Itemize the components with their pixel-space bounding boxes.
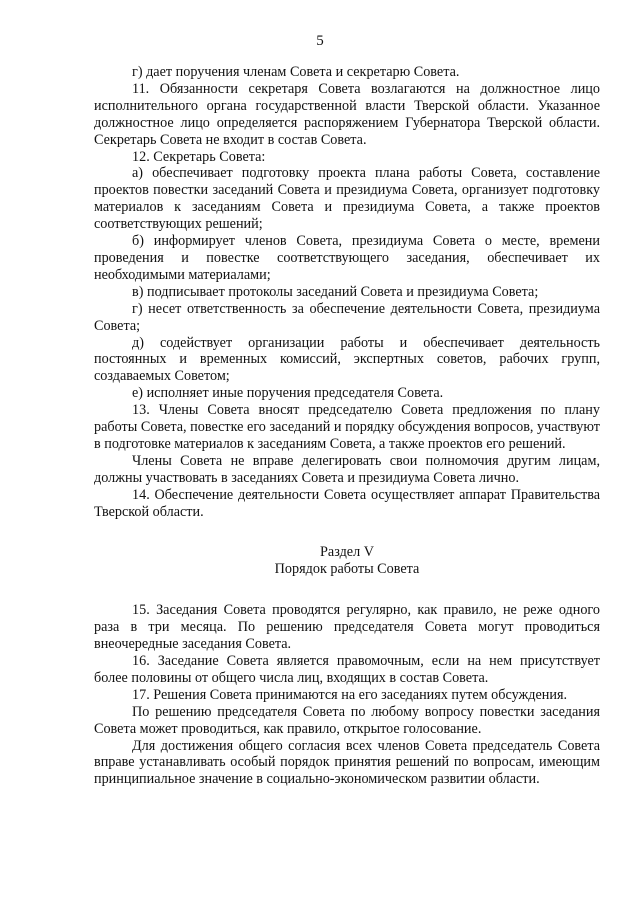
paragraph-12-g: г) несет ответственность за обеспечение деятельности Совета, президиума Совета; xyxy=(94,300,600,334)
page-number: 5 xyxy=(316,33,324,49)
paragraph-17-voting: По решению председателя Совета по любому вопросу повестки заседания Совета может проводиться, как правило, открытое голосование. xyxy=(94,703,600,737)
paragraph-16-quorum: 16. Заседание Совета является правомочным, если на нем присутствует более половины от общего числа лиц, входящих в состав Совета. xyxy=(94,653,600,686)
paragraph-12-a: а) обеспечивает подготовку проекта плана работы Совета, составление проектов повестки заседаний Совета и президиума Совета, организует подготовку материалов к заседаниям Совета и президиума Совета, а также проектов соответствующих решений; xyxy=(94,165,600,233)
paragraph-12-secretary: 12. Секретарь Совета: xyxy=(132,148,266,165)
paragraph-12-v: в) подписывает протоколы заседаний Совета и президиума Совета; xyxy=(132,283,539,300)
paragraph-13-members: 13. Члены Совета вносят председателю Совета предложения по плану работы Совета, повестке его заседаний и порядку обсуждения вопросов, участвуют в подготовке материалов к заседаниям Совета, а также проектов его решений. xyxy=(94,402,600,452)
section-label: Раздел V xyxy=(320,544,374,561)
paragraph-14-support: 14. Обеспечение деятельности Совета осуществляет аппарат Правительства Тверской области. xyxy=(94,486,600,520)
document-body xyxy=(94,64,600,788)
paragraph-17-decisions: 17. Решения Совета принимаются на его заседаниях путем обсуждения. xyxy=(132,686,568,703)
paragraph-15-meetings: 15. Заседания Совета проводятся регулярно, как правило, не реже одного раза в три месяца. По решению председателя Совета могут проводиться внеочередные заседания Совета. xyxy=(94,602,600,653)
paragraph-13-delegation: Члены Совета не вправе делегировать свои полномочия другим лицам, должны участвовать в заседаниях Совета и президиума Совета лично. xyxy=(94,452,600,486)
section-title: Порядок работы Совета xyxy=(274,561,420,578)
paragraph-12-b: б) информирует членов Совета, президиума Совета о месте, времени проведения и повестке соответствующего заседания, обеспечивает их необходимыми материалами; xyxy=(94,233,600,283)
paragraph-g-instructions: г) дает поручения членам Совета и секретарю Совета. xyxy=(132,64,460,80)
paragraph-12-e: е) исполняет иные поручения председателя Совета. xyxy=(132,385,444,402)
paragraph-17-consensus: Для достижения общего согласия всех членов Совета председатель Совета вправе устанавливать особый порядок принятия решений по вопросам, имеющим принципиальное значение в социально-экономическом развитии области. xyxy=(94,737,600,788)
paragraph-12-d: д) содействует организации работы и обеспечивает деятельность постоянных и временных комиссий, экспертных советов, рабочих групп, создаваемых Советом; xyxy=(94,334,600,385)
paragraph-11-secretary-duties: 11. Обязанности секретаря Совета возлагаются на должностное лицо исполнительного органа государственной власти Тверской области. Указанное должностное лицо определяется распоряжением Губернатора Тверской области. Секретарь Совета не входит в состав Совета. xyxy=(94,80,600,148)
